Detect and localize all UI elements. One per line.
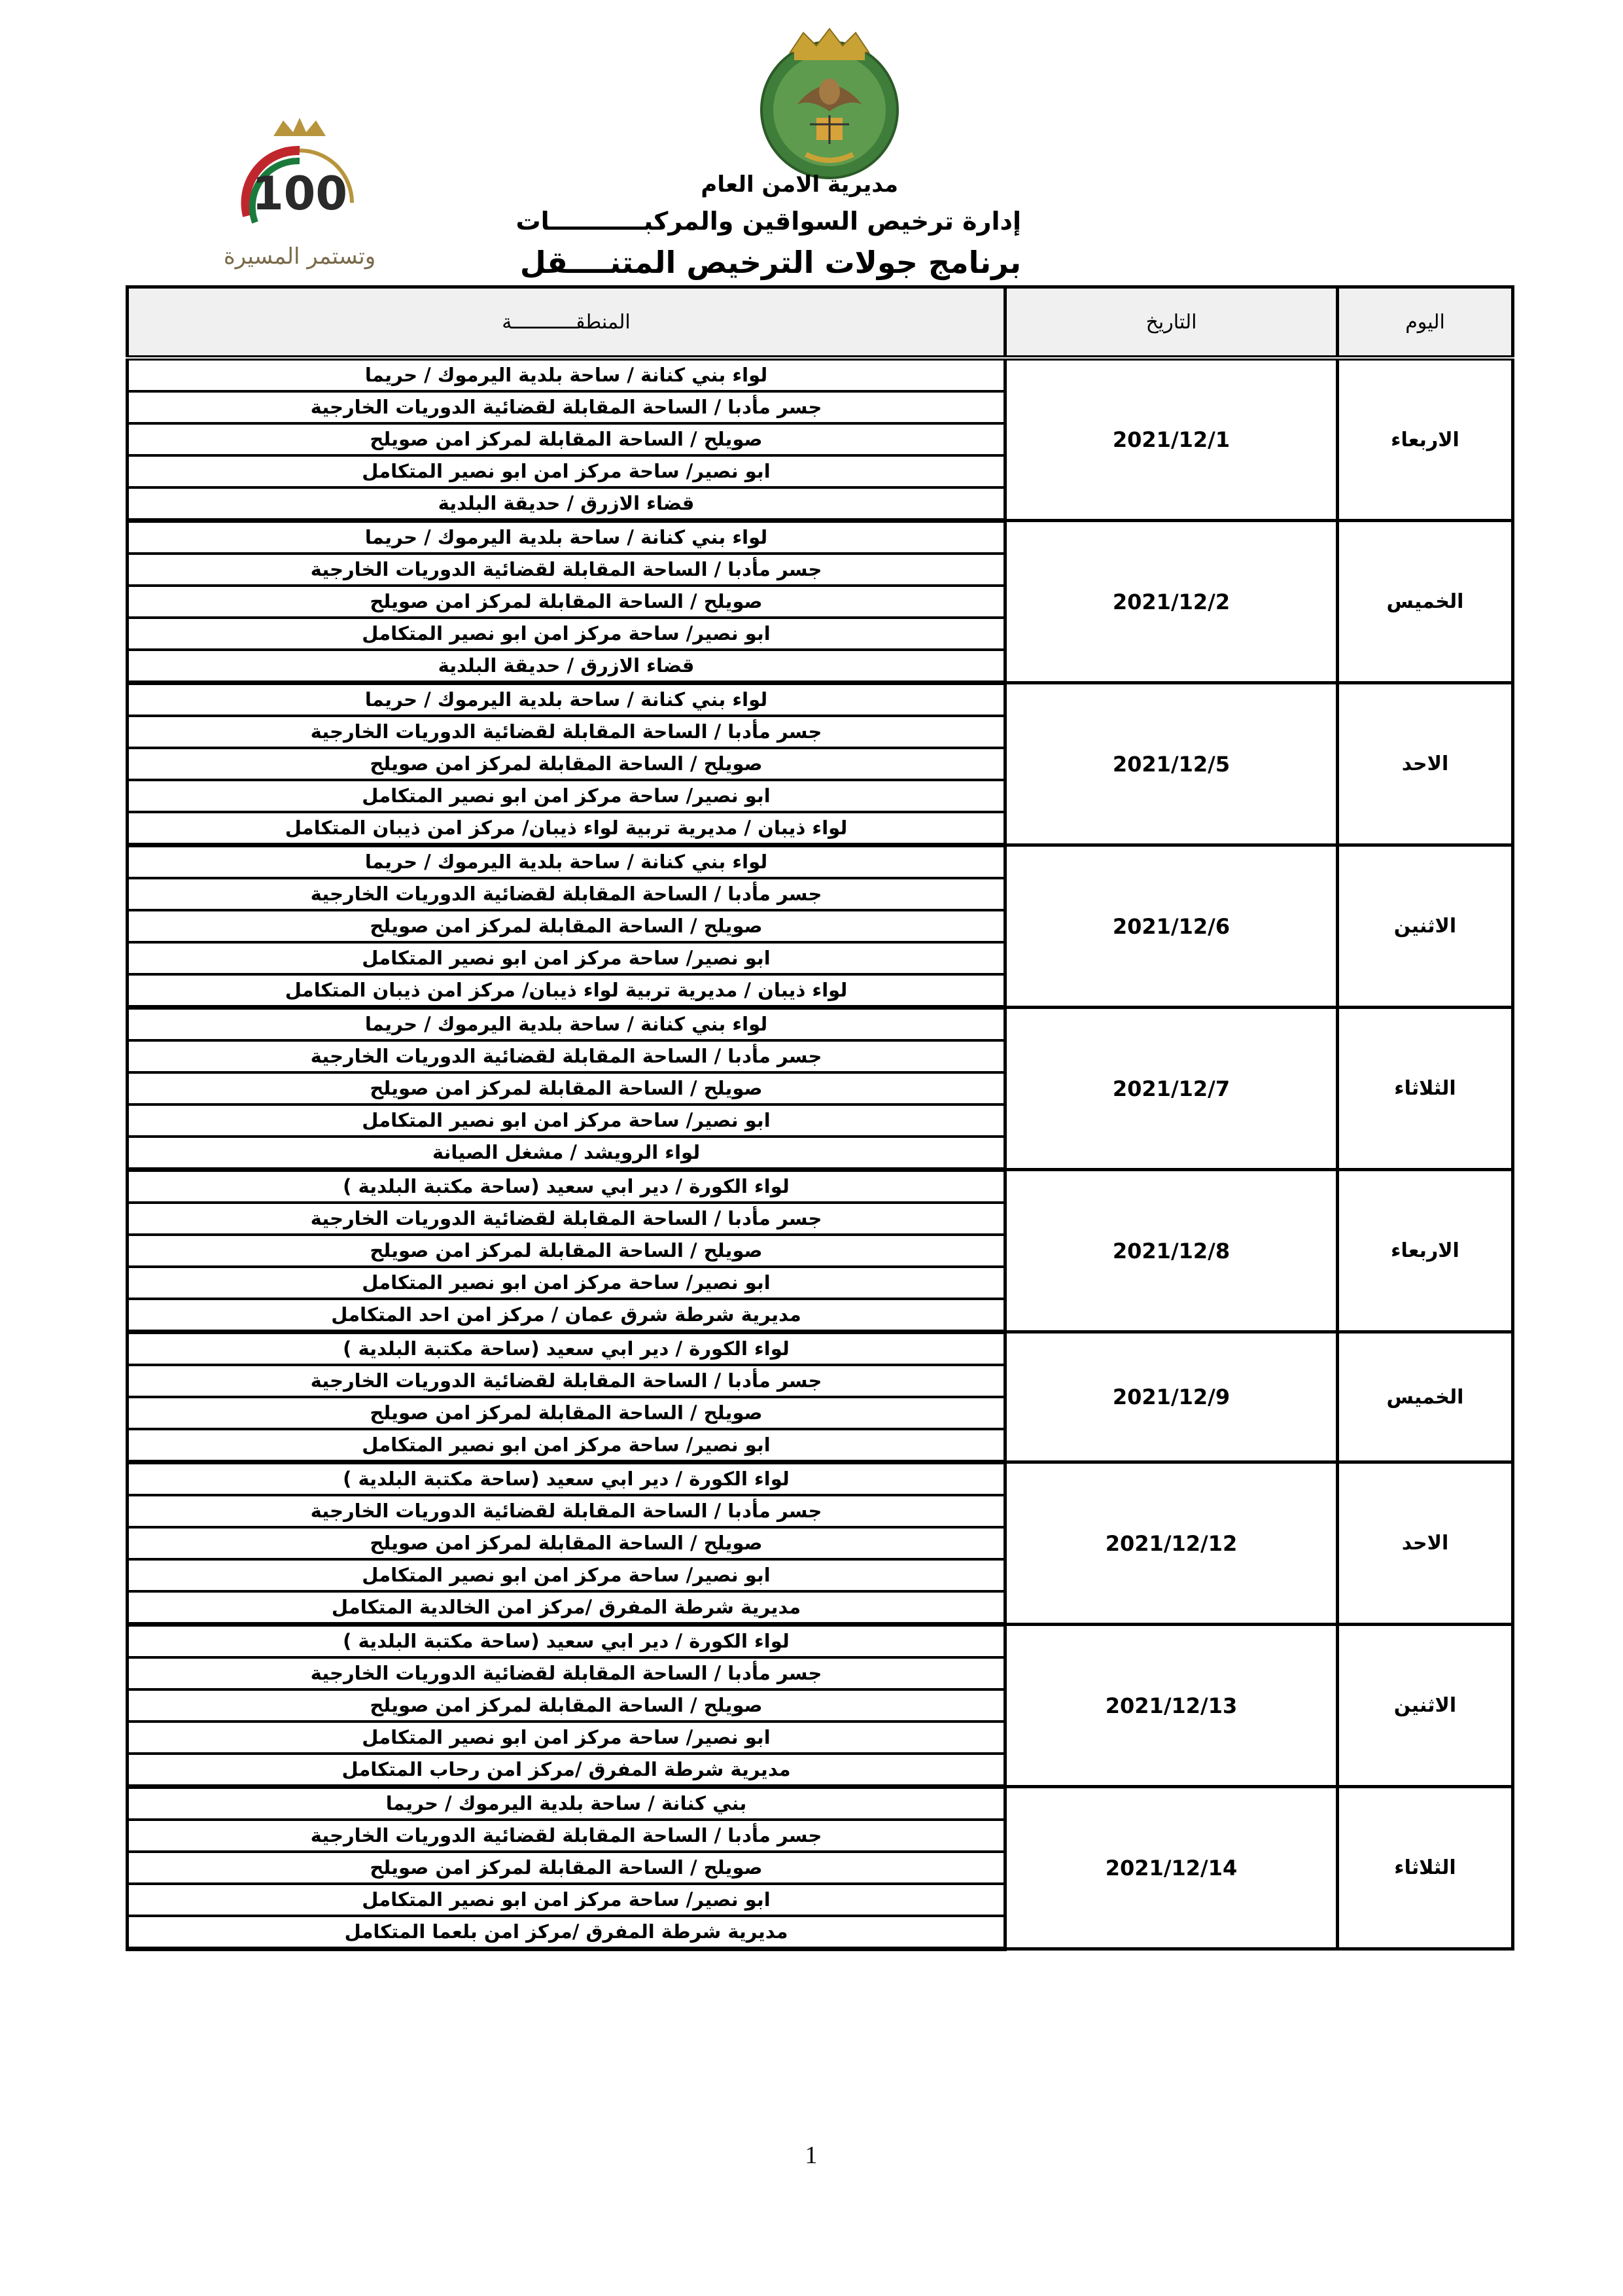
public-security-emblem bbox=[751, 26, 908, 180]
area-cell: قضاء الازرق / حديقة البلدية bbox=[128, 650, 1005, 683]
area-cell: جسر مأدبا / الساحة المقابلة لقضائية الدوريات الخارجية bbox=[128, 716, 1005, 748]
day-cell: الثلاثاء bbox=[1338, 1008, 1513, 1170]
table-row bbox=[128, 1787, 1513, 1820]
date-cell: 2021/12/12 bbox=[1005, 1462, 1338, 1625]
area-cell: لواء الكورة / دير ابي سعيد (ساحة مكتبة البلدية ) bbox=[128, 1625, 1005, 1658]
area-cell: لواء الرويشد / مشغل الصيانة bbox=[128, 1137, 1005, 1170]
date-cell: 2021/12/7 bbox=[1005, 1008, 1338, 1170]
table-row bbox=[128, 1462, 1513, 1496]
area-cell: جسر مأدبا / الساحة المقابلة لقضائية الدوريات الخارجية bbox=[128, 1657, 1005, 1689]
area-cell: جسر مأدبا / الساحة المقابلة لقضائية الدوريات الخارجية bbox=[128, 391, 1005, 423]
page-title: برنامج جولات الترخيص المتنــــقل bbox=[519, 245, 1021, 280]
area-cell: قضاء الازرق / حديقة البلدية bbox=[128, 487, 1005, 521]
header-date: التاريخ bbox=[1005, 287, 1338, 359]
date-cell: 2021/12/2 bbox=[1005, 521, 1338, 683]
date-cell: 2021/12/5 bbox=[1005, 683, 1338, 845]
table-row bbox=[128, 1170, 1513, 1203]
area-cell: جسر مأدبا / الساحة المقابلة لقضائية الدوريات الخارجية bbox=[128, 554, 1005, 586]
area-cell: صويلح / الساحة المقابلة لمركز امن صويلح bbox=[128, 748, 1005, 780]
area-cell: ابو نصير/ ساحة مركز امن ابو نصير المتكامل bbox=[128, 1104, 1005, 1137]
area-cell: ابو نصير/ ساحة مركز امن ابو نصير المتكامل bbox=[128, 942, 1005, 974]
area-cell: صويلح / الساحة المقابلة لمركز امن صويلح bbox=[128, 1852, 1005, 1884]
table-header-row bbox=[128, 287, 1513, 359]
area-cell: مديرية شرطة شرق عمان / مركز امن احد المتكامل bbox=[128, 1299, 1005, 1332]
date-cell: 2021/12/6 bbox=[1005, 845, 1338, 1008]
area-cell: جسر مأدبا / الساحة المقابلة لقضائية الدوريات الخارجية bbox=[128, 1365, 1005, 1397]
area-cell: مديرية شرطة المفرق /مركز امن رحاب المتكامل bbox=[128, 1754, 1005, 1787]
area-cell: جسر مأدبا / الساحة المقابلة لقضائية الدوريات الخارجية bbox=[128, 1203, 1005, 1235]
day-cell: الاربعاء bbox=[1338, 358, 1513, 521]
page-number: 1 bbox=[805, 2142, 818, 2169]
area-cell: لواء بني كنانة / ساحة بلدية اليرموك / حريما bbox=[128, 845, 1005, 879]
header-day: اليوم bbox=[1338, 287, 1513, 359]
table-row bbox=[128, 1625, 1513, 1658]
area-cell: لواء الكورة / دير ابي سعيد (ساحة مكتبة البلدية ) bbox=[128, 1170, 1005, 1203]
area-cell: لواء بني كنانة / ساحة بلدية اليرموك / حريما bbox=[128, 358, 1005, 391]
area-cell: ابو نصير/ ساحة مركز امن ابو نصير المتكامل bbox=[128, 1267, 1005, 1299]
area-cell: ابو نصير/ ساحة مركز امن ابو نصير المتكامل bbox=[128, 1722, 1005, 1754]
day-cell: الاثنين bbox=[1338, 1625, 1513, 1787]
date-cell: 2021/12/9 bbox=[1005, 1332, 1338, 1462]
area-cell: مديرية شرطة المفرق /مركز امن بلعما المتكامل bbox=[128, 1916, 1005, 1949]
area-cell: صويلح / الساحة المقابلة لمركز امن صويلح bbox=[128, 1235, 1005, 1267]
table-row bbox=[128, 358, 1513, 391]
table-row bbox=[128, 521, 1513, 554]
day-cell: الاحد bbox=[1338, 1462, 1513, 1625]
logo-caption: وتستمر المسيرة bbox=[223, 243, 376, 270]
area-cell: لواء ذيبان / مديرية تربية لواء ذيبان/ مركز امن ذيبان المتكامل bbox=[128, 812, 1005, 845]
area-cell: جسر مأدبا / الساحة المقابلة لقضائية الدوريات الخارجية bbox=[128, 1820, 1005, 1852]
area-cell: لواء بني كنانة / ساحة بلدية اليرموك / حريما bbox=[128, 1008, 1005, 1041]
area-cell: صويلح / الساحة المقابلة لمركز امن صويلح bbox=[128, 1397, 1005, 1429]
day-cell: الاربعاء bbox=[1338, 1170, 1513, 1332]
licensing-schedule-table bbox=[126, 285, 1514, 1951]
area-cell: جسر مأدبا / الساحة المقابلة لقضائية الدوريات الخارجية bbox=[128, 878, 1005, 910]
table-body bbox=[128, 358, 1513, 1949]
area-cell: صويلح / الساحة المقابلة لمركز امن صويلح bbox=[128, 910, 1005, 942]
area-cell: ابو نصير/ ساحة مركز امن ابو نصير المتكامل bbox=[128, 455, 1005, 487]
date-cell: 2021/12/13 bbox=[1005, 1625, 1338, 1787]
area-cell: صويلح / الساحة المقابلة لمركز امن صويلح bbox=[128, 423, 1005, 455]
table-row bbox=[128, 1332, 1513, 1366]
area-cell: لواء بني كنانة / ساحة بلدية اليرموك / حريما bbox=[128, 683, 1005, 716]
area-cell: ابو نصير/ ساحة مركز امن ابو نصير المتكامل bbox=[128, 1429, 1005, 1462]
day-cell: الاثنين bbox=[1338, 845, 1513, 1008]
header-area: المنطقـــــــــــة bbox=[128, 287, 1005, 359]
area-cell: لواء الكورة / دير ابي سعيد (ساحة مكتبة البلدية ) bbox=[128, 1462, 1005, 1496]
date-cell: 2021/12/1 bbox=[1005, 358, 1338, 521]
day-cell: الاحد bbox=[1338, 683, 1513, 845]
area-cell: ابو نصير/ ساحة مركز امن ابو نصير المتكامل bbox=[128, 1884, 1005, 1916]
area-cell: لواء الكورة / دير ابي سعيد (ساحة مكتبة البلدية ) bbox=[128, 1332, 1005, 1366]
area-cell: صويلح / الساحة المقابلة لمركز امن صويلح bbox=[128, 1527, 1005, 1559]
day-cell: الثلاثاء bbox=[1338, 1787, 1513, 1949]
area-cell: صويلح / الساحة المقابلة لمركز امن صويلح bbox=[128, 586, 1005, 618]
logo-number: 100 bbox=[251, 167, 348, 221]
area-cell: لواء بني كنانة / ساحة بلدية اليرموك / حريما bbox=[128, 521, 1005, 554]
area-cell: جسر مأدبا / الساحة المقابلة لقضائية الدوريات الخارجية bbox=[128, 1495, 1005, 1527]
area-cell: ابو نصير/ ساحة مركز امن ابو نصير المتكامل bbox=[128, 618, 1005, 650]
table-row bbox=[128, 1008, 1513, 1041]
area-cell: مديرية شرطة المفرق /مركز امن الخالدية المتكامل bbox=[128, 1591, 1005, 1625]
header-directorate: مديرية الامن العام bbox=[701, 171, 898, 198]
header-department: إدارة ترخيص السواقين والمركبـــــــــــات bbox=[515, 207, 1021, 236]
area-cell: لواء ذيبان / مديرية تربية لواء ذيبان/ مركز امن ذيبان المتكامل bbox=[128, 974, 1005, 1008]
table-row bbox=[128, 845, 1513, 879]
area-cell: صويلح / الساحة المقابلة لمركز امن صويلح bbox=[128, 1072, 1005, 1104]
area-cell: بني كنانة / ساحة بلدية اليرموك / حريما bbox=[128, 1787, 1005, 1820]
area-cell: ابو نصير/ ساحة مركز امن ابو نصير المتكامل bbox=[128, 780, 1005, 812]
table-row bbox=[128, 683, 1513, 716]
area-cell: جسر مأدبا / الساحة المقابلة لقضائية الدوريات الخارجية bbox=[128, 1040, 1005, 1072]
area-cell: ابو نصير/ ساحة مركز امن ابو نصير المتكامل bbox=[128, 1559, 1005, 1591]
date-cell: 2021/12/14 bbox=[1005, 1787, 1338, 1949]
date-cell: 2021/12/8 bbox=[1005, 1170, 1338, 1332]
day-cell: الخميس bbox=[1338, 521, 1513, 683]
day-cell: الخميس bbox=[1338, 1332, 1513, 1462]
area-cell: صويلح / الساحة المقابلة لمركز امن صويلح bbox=[128, 1689, 1005, 1722]
